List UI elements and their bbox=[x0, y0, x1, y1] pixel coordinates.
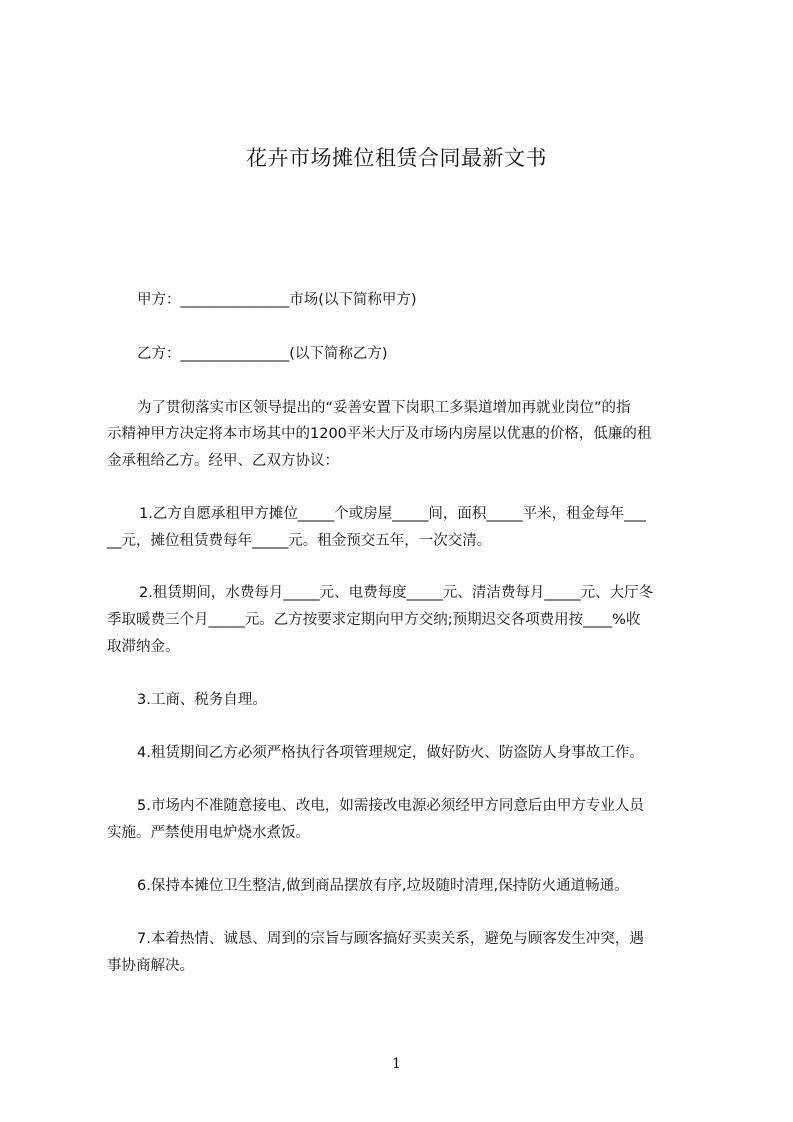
clause-1-line-2: __元，摊位租赁费每年_____元。租金预交五年，一次交清。 bbox=[107, 533, 492, 549]
clause-2-line-1: 2.租赁期间，水费每月_____元、电费每度_____元、清洁费每月_____元、大厅冬 bbox=[139, 585, 654, 601]
preamble-line-3: 金承租给乙方。经甲、乙双方协议： bbox=[107, 453, 339, 469]
preamble-line-1: 为了贯彻落实市区领导提出的“妥善安置下岗职工多渠道增加再就业岗位”的指 bbox=[137, 400, 631, 416]
page-number: 1 bbox=[392, 1056, 401, 1072]
clause-2-line-2: 季取暖费三个月_____元。乙方按要求定期向甲方交纳;预期迟交各项费用按____%收 bbox=[107, 612, 641, 628]
clause-1-line-1: 1.乙方自愿承租甲方摊位_____个或房屋_____间，面积_____平米，租金每年___ bbox=[139, 506, 646, 522]
party-b-line: 乙方：_______________(以下简称乙方) bbox=[137, 346, 388, 362]
clause-6-line: 6.保持本摊位卫生整洁,做到商品摆放有序,垃圾随时清理,保持防火通道畅通。 bbox=[137, 878, 629, 894]
preamble-line-2: 示精神甲方决定将本市场其中的1200平米大厅及市场内房屋以优惠的价格，低廉的租 bbox=[107, 426, 652, 442]
party-a-line: 甲方：_______________市场(以下简称甲方) bbox=[137, 292, 417, 308]
clause-3-line: 3.工商、税务自理。 bbox=[137, 692, 267, 708]
document-title: 花卉市场摊位租赁合同最新文书 bbox=[246, 146, 547, 170]
clause-4-line: 4.租赁期间乙方必须严格执行各项管理规定，做好防火、防盗防人身事故工作。 bbox=[137, 745, 644, 761]
clause-5-line-2: 实施。严禁使用电炉烧水煮饭。 bbox=[107, 825, 310, 841]
clause-7-line-1: 7.本着热情、诚恳、周到的宗旨与顾客搞好买卖关系，避免与顾客发生冲突，遇 bbox=[137, 931, 644, 947]
clause-2-line-3: 取滞纳金。 bbox=[107, 639, 180, 655]
clause-5-line-1: 5.市场内不准随意接电、改电，如需接改电源必须经甲方同意后由甲方专业人员 bbox=[137, 798, 644, 814]
clause-7-line-2: 事协商解决。 bbox=[107, 958, 194, 974]
